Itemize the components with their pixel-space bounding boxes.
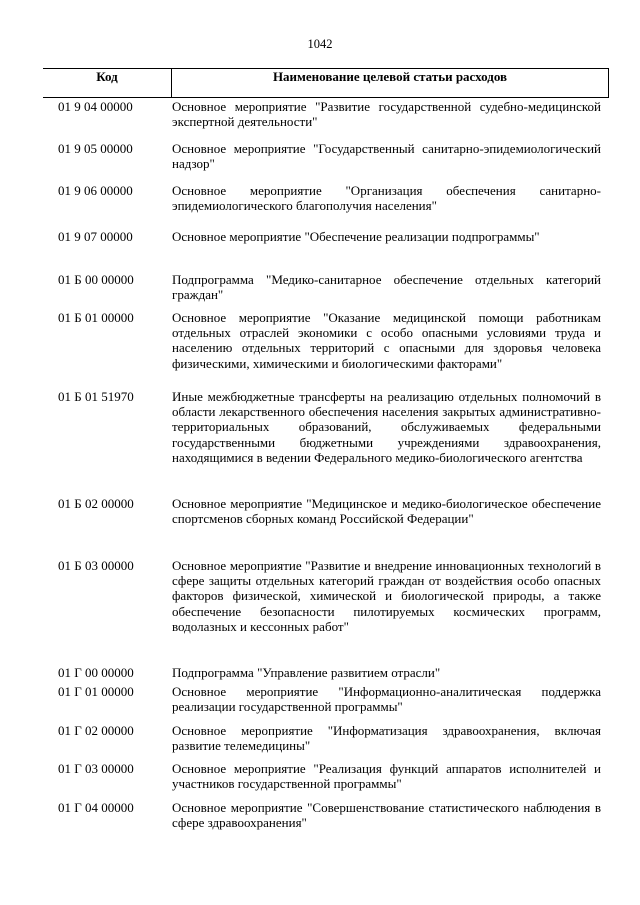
header-name: Наименование целевой статьи расходов <box>272 69 508 84</box>
row-code: 01 Б 03 00000 <box>58 558 134 573</box>
row-name: Основное мероприятие "Информатизация здравоохранения, включая развитие телемедицины" <box>172 723 601 754</box>
row-code: 01 Г 04 00000 <box>58 800 134 815</box>
row-name: Основное мероприятие "Развитие и внедрение инновационных технологий в сфере защиты отдельных категорий граждан от воздействия особо опасных факторов физической, химической и биологической природы, а также обеспечение безопасности пилотируемых космических программ, водолазных и кессонных работ" <box>172 558 601 634</box>
row-code: 01 Б 01 00000 <box>58 310 134 325</box>
table-header <box>43 68 609 98</box>
row-name: Основное мероприятие "Реализация функций аппаратов исполнителей и участников государственной программы" <box>172 761 601 792</box>
row-code: 01 Г 03 00000 <box>58 761 134 776</box>
row-name: Основное мероприятие "Государственный санитарно-эпидемиологический надзор" <box>172 141 601 172</box>
row-name: Основное мероприятие "Информационно-аналитическая поддержка реализации государственной программы" <box>172 684 601 715</box>
row-code: 01 9 05 00000 <box>58 141 133 156</box>
row-code: 01 Г 01 00000 <box>58 684 134 699</box>
row-name: Иные межбюджетные трансферты на реализацию отдельных полномочий в области лекарственного обеспечения населения закрытых административно-территориальных образований, обслуживаемых федеральными государственными бюджетными учреждениями здравоохранения, находящимися в ведении Федерального медико-биологического агентства <box>172 389 601 465</box>
row-code: 01 Б 02 00000 <box>58 496 134 511</box>
row-code: 01 9 04 00000 <box>58 99 133 114</box>
row-name: Основное мероприятие "Развитие государственной судебно-медицинской экспертной деятельности" <box>172 99 601 130</box>
row-name: Основное мероприятие "Медицинское и медико-биологическое обеспечение спортсменов сборных команд Российской Федерации" <box>172 496 601 527</box>
row-code: 01 9 06 00000 <box>58 183 133 198</box>
row-code: 01 Б 00 00000 <box>58 272 134 287</box>
row-code: 01 Б 01 51970 <box>58 389 134 404</box>
row-name: Подпрограмма "Управление развитием отрасли" <box>172 665 441 680</box>
row-name: Основное мероприятие "Обеспечение реализации подпрограммы" <box>172 229 540 244</box>
row-name: Подпрограмма "Медико-санитарное обеспечение отдельных категорий граждан" <box>172 272 601 303</box>
header-code: Код <box>96 69 118 84</box>
row-code: 01 9 07 00000 <box>58 229 133 244</box>
row-name: Основное мероприятие "Оказание медицинской помощи работникам отдельных отраслей экономики с особо опасными условиями труда и населению отдельных территорий с опасными для здоровья человека физическими, химическими и биологическими факторами" <box>172 310 601 371</box>
row-name: Основное мероприятие "Совершенствование статистического наблюдения в сфере здравоохранения" <box>172 800 601 831</box>
row-name: Основное мероприятие "Организация обеспечения санитарно-эпидемиологического благополучия населения" <box>172 183 601 214</box>
row-code: 01 Г 00 00000 <box>58 665 134 680</box>
row-code: 01 Г 02 00000 <box>58 723 134 738</box>
page-number: 1042 <box>307 37 333 51</box>
